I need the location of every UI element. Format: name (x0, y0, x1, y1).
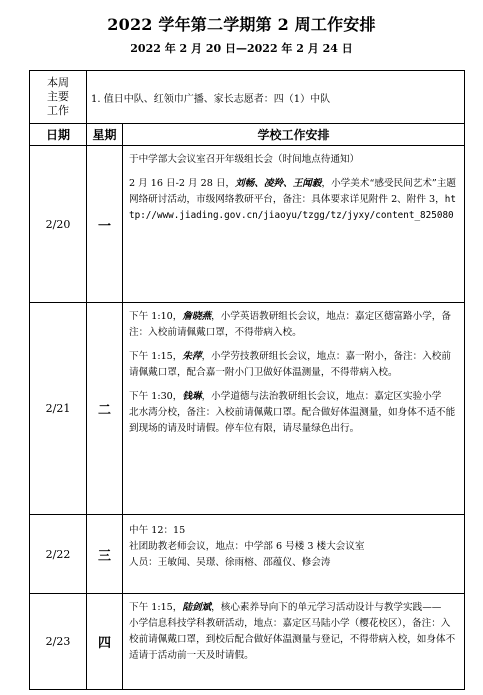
agenda-detail: ，核心素养导向下的单元学习活动设计与教学实践—— (211, 602, 442, 613)
row-date: 2/20 (30, 146, 87, 303)
main-work-label-line: 主要 (47, 90, 69, 103)
row-date: 2/22 (30, 515, 87, 594)
schedule-row-monday (30, 146, 465, 303)
agenda-time: 下午 1:10， (129, 311, 183, 322)
agenda-detail: ，小学美术“感受民间艺术”主题网络研讨活动，市级网络教研平台，备注：具体要求详见附件 2、附件 3， (129, 178, 457, 205)
row-weekday: 四 (87, 594, 123, 690)
row-weekday: 三 (87, 515, 123, 594)
document-title: 2022 学年第二学期第 2 周工作安排 (107, 15, 376, 34)
date-header: 日期 (30, 124, 87, 146)
row-weekday: 二 (87, 303, 123, 515)
row-date: 2/21 (30, 303, 87, 515)
agenda-item (129, 309, 456, 341)
school-work-header: 学校工作安排 (123, 124, 465, 146)
staff-name: 钱琳 (182, 391, 202, 402)
row-content (123, 303, 465, 515)
agenda-item: 于中学部大会议室召开年级组长会（时间地点待通知） (129, 154, 360, 165)
main-work-label-line: 本周 (47, 76, 69, 89)
agenda-time: 下午 1:15， (129, 602, 183, 613)
agenda-time: 下午 1:15， (129, 351, 183, 362)
agenda-detail: ，小学道德与法治教研组长会议，地点：嘉定区实验小学 (201, 391, 442, 402)
header-row (30, 124, 465, 146)
agenda-time: 中午 12：15 (129, 525, 186, 536)
row-weekday: 一 (87, 146, 123, 303)
schedule-row-wednesday (30, 515, 465, 594)
agenda-item (129, 389, 456, 437)
agenda-detail: 北水湾分校，备注：入校前请佩戴口罩。配合做好体温测量，如身体不适不能到现场的请及时请假。停车位有限，请尽量绿色出行。 (129, 407, 456, 434)
schedule-row-thursday (30, 594, 465, 690)
row-content (123, 515, 465, 594)
staff-name: 詹晓燕 (182, 311, 212, 322)
main-work-label-line: 工作 (47, 104, 69, 117)
row-content (123, 146, 465, 303)
schedule-row-tuesday (30, 303, 465, 515)
agenda-time: 下午 1:30， (129, 391, 183, 402)
agenda-detail: 社团助教老师会议，地点：中学部 6 号楼 3 楼大会议室 (129, 541, 365, 552)
row-date: 2/23 (30, 594, 87, 690)
weekday-header: 星期 (87, 124, 123, 146)
staff-name: 朱萍 (182, 351, 202, 362)
agenda-staff: 人员：王敏闻、吴璟、徐雨榕、邵蕴仪、修会涛 (129, 557, 331, 568)
reference-link[interactable]: http://www.jiading.gov.cn/jiaoyu/tzgg/tz/jyxy/content_825080 (129, 194, 456, 221)
main-work-text: 1. 值日中队、红领巾广播、家长志愿者：四（1）中队 (87, 71, 465, 124)
schedule-table (29, 70, 465, 690)
row-content (123, 594, 465, 690)
agenda-item (129, 349, 456, 381)
agenda-time: 2 月 16 日-2 月 28 日， (129, 178, 236, 189)
agenda-detail: 小学信息科技学科教研活动，地点：嘉定区马陆小学（樱花校区），备注：入校前请佩戴口罩，到校后配合做好体温测量与登记，不得带病入校，如身体不适请于活动前一天及时请假。 (129, 618, 456, 661)
agenda-item (129, 176, 456, 224)
staff-name: 陆剑斌 (182, 602, 212, 613)
staff-names: 刘畅、凌羚、王闻毅 (235, 178, 322, 189)
date-range-subtitle: 2022 年 2 月 20 日—2022 年 2 月 24 日 (130, 42, 353, 55)
agenda-detail: ，小学英语教研组长会议，地点：嘉定区德富路小学，备注：入校前请佩戴口罩，不得带病入校。 (129, 311, 451, 338)
main-work-row (30, 71, 465, 124)
agenda-item (129, 600, 456, 664)
main-work-label (30, 71, 87, 124)
agenda-detail: ，小学劳技教研组长会议，地点：嘉一附小，备注：入校前请佩戴口罩，配合嘉一附小门卫做好体温测量，不得带病入校。 (129, 351, 451, 378)
